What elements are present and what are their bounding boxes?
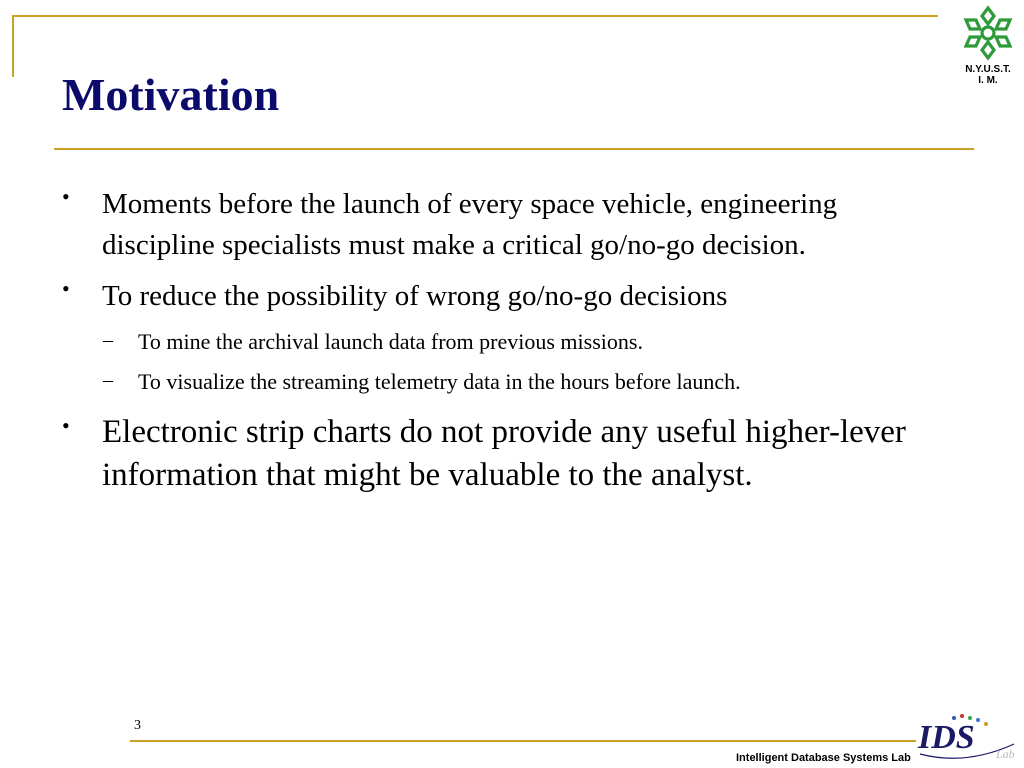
slide-body [56,184,946,507]
footer-lab-name: Intelligent Database Systems Lab [736,752,911,764]
snowflake-logo-icon [959,4,1017,62]
bullet-text: Electronic strip charts do not provide any useful higher-lever information that might be valuable to the analyst. [102,414,906,493]
top-frame-line [12,15,938,17]
bullet-item [56,411,946,497]
left-frame-line [12,15,14,77]
bullet-text: Moments before the launch of every space vehicle, engineering discipline specialists must make a critical go/no-go decision. [102,188,838,261]
logo-caption-line1: N.Y.U.S.T. [965,64,1011,75]
bullet-item [56,184,946,266]
lab-label: Lab [996,747,1015,761]
bullet-dot-icon: • [62,184,70,209]
page-number: 3 [134,718,141,733]
bullet-text: To reduce the possibility of wrong go/no-go decisions [102,280,728,312]
sub-bullet-text: To mine the archival launch data from previous missions. [138,329,643,354]
slide-title: Motivation [62,69,280,120]
bullet-dot-icon: • [62,276,70,301]
logo-caption-line2: I. M. [978,75,998,86]
dash-bullet-icon: – [103,369,113,391]
sub-bullet-item [56,327,946,357]
university-logo [952,4,1024,88]
title-underline [54,148,974,150]
bullet-dot-icon: • [62,413,70,438]
sub-bullet-text: To visualize the streaming telemetry data in the hours before launch. [138,369,741,394]
ids-lab-logo-icon [910,708,1022,766]
footer-line [130,740,916,742]
ids-logo-letters: IDS [918,719,975,756]
sub-bullet-item [56,367,946,397]
bullet-item [56,276,946,317]
dash-bullet-icon: – [103,329,113,351]
